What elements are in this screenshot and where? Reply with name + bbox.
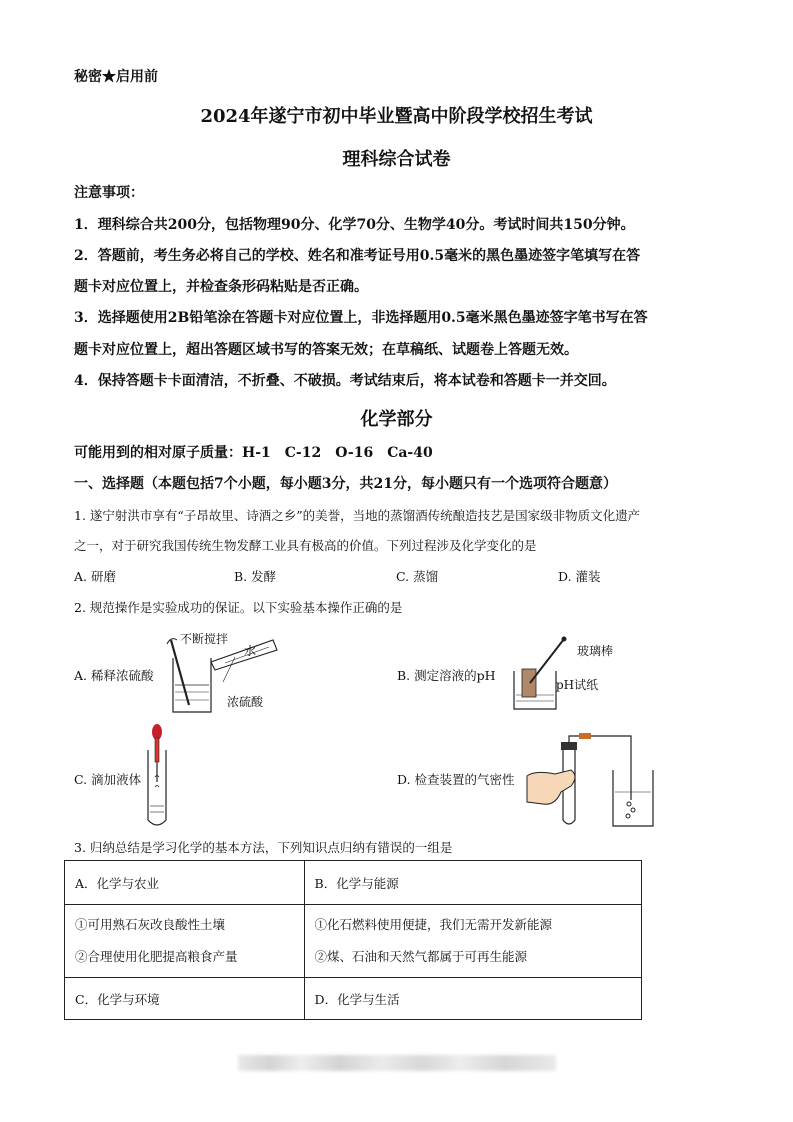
exam-title: 2024年遂宁市初中毕业暨高中阶段学校招生考试 (200, 106, 593, 127)
atomic-masses: 可能用到的相对原子质量：H-1 C-12 O-16 Ca-40 (74, 445, 433, 461)
q3-cell-a-items (65, 905, 305, 978)
label-glass-rod: 玻璃棒 (577, 644, 614, 658)
q3-table (64, 860, 642, 1020)
q1-option-b: B. 发酵 (234, 569, 277, 584)
q1-option-c: C. 蒸馏 (396, 569, 439, 584)
q2-stem: 2. 规范操作是实验成功的保证。以下实验基本操作正确的是 (74, 600, 403, 615)
figure-dropper (140, 722, 176, 830)
label-conc-acid: 浓硫酸 (227, 695, 264, 709)
q3-b-item-1: ①化石燃料使用便捷，我们无需开发新能源 (314, 917, 553, 932)
blurred-watermark (238, 1055, 556, 1071)
figure-airtightness (525, 730, 665, 830)
notice-item-2-cont: 题卡对应位置上，并检查条形码粘贴是否正确。 (74, 279, 368, 295)
q2-option-b: B. 测定溶液的pH (397, 668, 496, 683)
q3-cell-b-head: B．化学与能源 (304, 861, 641, 905)
notice-heading: 注意事项： (74, 185, 144, 201)
q3-b-item-2: ②煤、石油和天然气都属于可再生能源 (314, 949, 528, 964)
exam-subtitle: 理科综合试卷 (342, 149, 451, 170)
q3-cell-b-items (304, 905, 641, 978)
notice-item-3: 3．选择题使用2B铅笔涂在答题卡对应位置上，非选择题用0.5毫米黑色墨迹签字笔书写在答 (74, 310, 648, 326)
q1-option-d: D. 灌装 (558, 569, 601, 584)
q3-stem: 3. 归纳总结是学习化学的基本方法，下列知识点归纳有错误的一组是 (74, 840, 453, 855)
notice-item-1: 1．理科综合共200分，包括物理90分、化学70分、生物学40分。考试时间共150分钟。 (74, 217, 635, 233)
q3-cell-a-head: A．化学与农业 (65, 861, 305, 905)
notice-item-3-cont: 题卡对应位置上，超出答题区域书写的答案无效；在草稿纸、试题卷上答题无效。 (74, 342, 578, 358)
q2-option-c: C. 滴加液体 (74, 772, 142, 787)
q2-option-a: A. 稀释浓硫酸 (74, 668, 154, 683)
label-ph-paper: pH试纸 (556, 678, 599, 692)
figure-ph-test (510, 635, 580, 715)
q2-option-d: D. 检查装置的气密性 (397, 772, 515, 787)
part1-heading: 一、选择题（本题包括7个小题，每小题3分，共21分，每小题只有一个选项符合题意） (74, 476, 617, 492)
q3-a-item-1: ①可用熟石灰改良酸性土壤 (75, 917, 226, 932)
section-title: 化学部分 (360, 409, 433, 430)
q3-a-item-2: ②合理使用化肥提高粮食产量 (75, 949, 238, 964)
q1-line-2: 之一，对于研究我国传统生物发酵工业具有极高的价值。下列过程涉及化学变化的是 (74, 538, 537, 553)
secret-label: 秘密★启用前 (74, 69, 158, 85)
label-stirring: 不断搅拌 (180, 632, 229, 646)
notice-item-4: 4．保持答题卡卡面清洁，不折叠、不破损。考试结束后，将本试卷和答题卡一并交回。 (74, 373, 616, 389)
notice-item-2: 2．答题前，考生务必将自己的学校、姓名和准考证号用0.5毫米的黑色墨迹签字笔填写在答 (74, 248, 641, 264)
q3-cell-c-head: C．化学与环境 (65, 978, 305, 1020)
q1-line-1: 1. 遂宁射洪市享有“子昂故里、诗酒之乡”的美誉，当地的蒸馏酒传统酿造技艺是国家级非物质文化遗产 (74, 508, 641, 523)
label-water: 水 (244, 644, 257, 658)
q3-cell-d-head: D．化学与生活 (304, 978, 641, 1020)
q1-option-a: A. 研磨 (74, 569, 116, 584)
